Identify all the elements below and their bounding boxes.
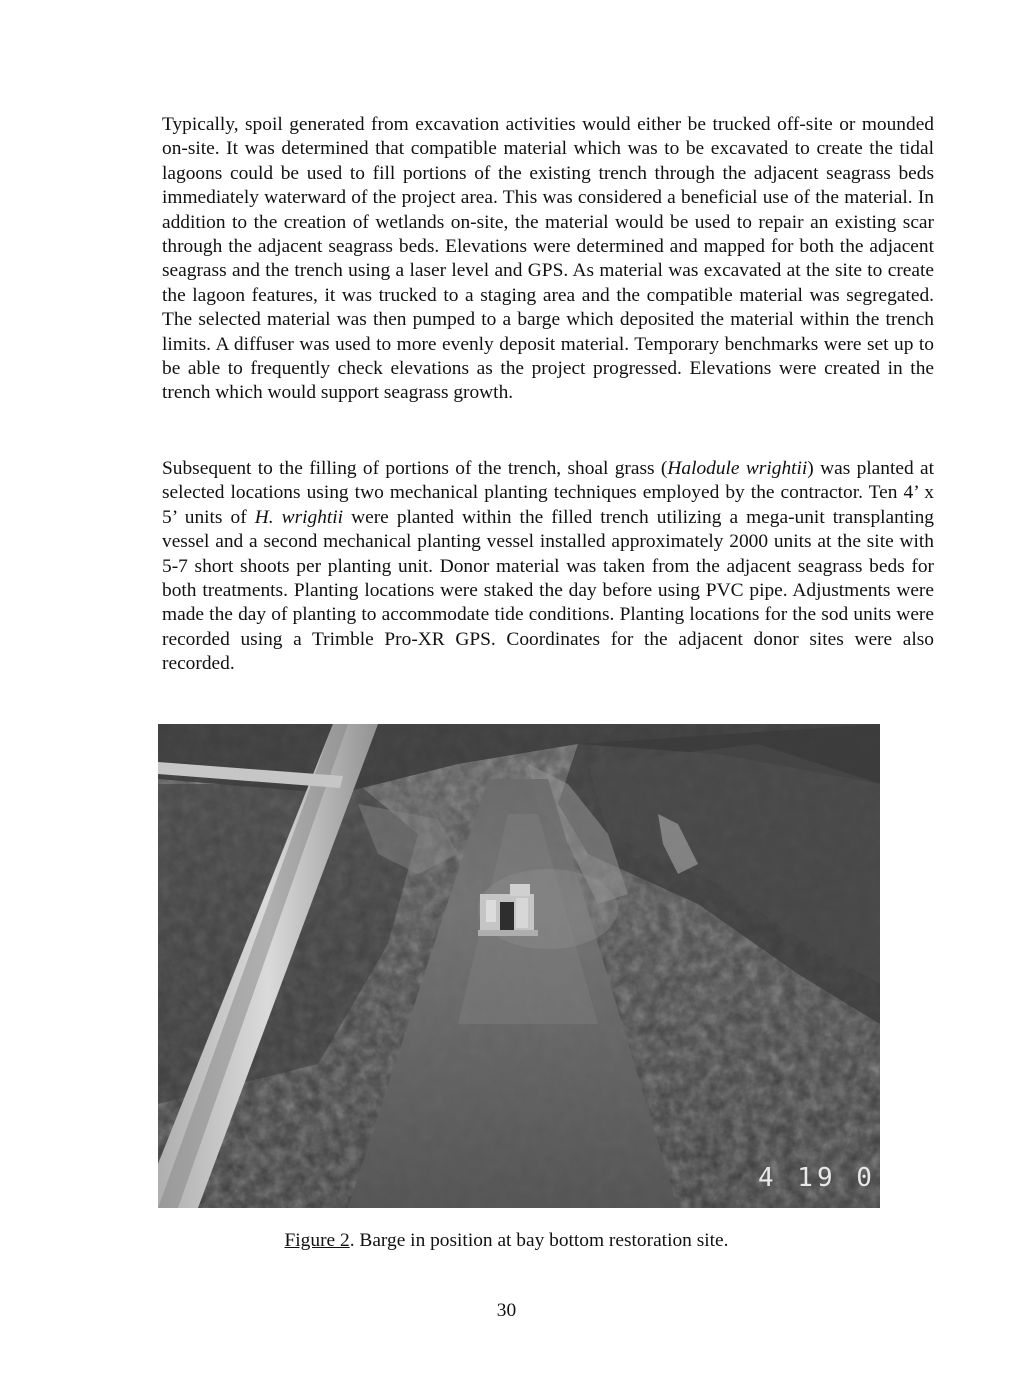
body-paragraph-2: [162, 457, 934, 677]
paragraph-2-text-b: ) was planted at selected locations using two mechanical planting techniques employed by the contractor. Ten 4’ x 5’ units of: [162, 458, 934, 528]
photo-date-stamp: 4 19 0: [758, 1163, 876, 1193]
page-number: 30: [496, 1300, 517, 1321]
aerial-photo-barge: [158, 724, 880, 1208]
body-paragraph-1: Typically, spoil generated from excavation activities would either be trucked off-site or mounded on-site. It was determined that compatible material which was to be excavated to create the tidal lagoons could be used to fill portions of the existing trench through the adjacent seagrass beds immediately waterward of the project area. This was considered a beneficial use of the material. In addition to the creation of wetlands on-site, the material would be used to repair an existing scar through the adjacent seagrass beds. Elevations were determined and mapped for both the adjacent seagrass and the trench using a laser level and GPS. As material was excavated at the site to create the lagoon features, it was trucked to a staging area and the compatible material was segregated. The selected material was then pumped to a barge which deposited the material within the trench limits. A diffuser was used to more evenly deposit material. Temporary benchmarks were set up to be able to frequently check elevations as the project progressed. Elevations were created in the trench which would support seagrass growth.: [162, 114, 934, 404]
figure-label: Figure 2: [284, 1230, 350, 1251]
paragraph-2-text-a: Subsequent to the filling of portions of the trench, shoal grass (: [162, 458, 668, 479]
figure-caption-text: . Barge in position at bay bottom restoration site.: [349, 1230, 729, 1251]
figure-caption: [0, 1230, 1013, 1252]
species-name: Halodule wrightii: [667, 458, 808, 479]
paragraph-2-text-c: were planted within the filled trench utilizing a mega-unit transplanting vessel and a second mechanical planting vessel installed approximately 2000 units at the site with 5-7 short shoots per planting unit. Donor material was taken from the adjacent seagrass beds for both treatments. Planting locations were staked the day before using PVC pipe. Adjustments were made the day of planting to accommodate tide conditions. Planting locations for the sod units were recorded using a Trimble Pro-XR GPS. Coordinates for the adjacent donor sites were also recorded.: [162, 506, 935, 675]
aerial-photo-graphic: [158, 724, 880, 1208]
species-name-abbrev: H. wrightii: [254, 506, 344, 528]
